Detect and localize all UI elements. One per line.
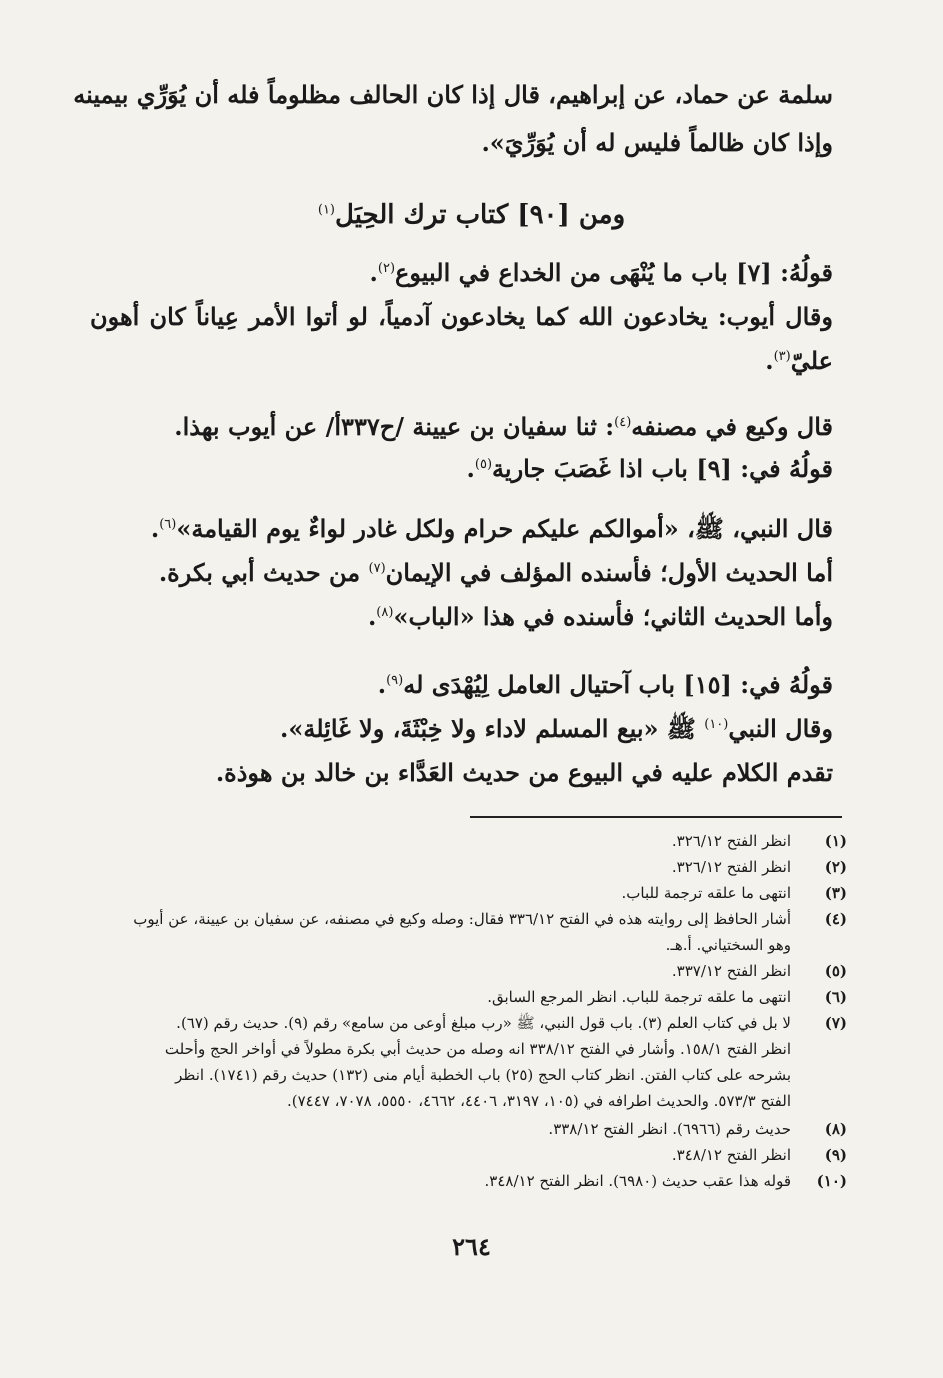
footnote-text: انظر الفتح ٣٤٨/١٢.: [671, 1146, 791, 1164]
footnote-text: قوله هذا عقب حديث (٦٩٨٠). انظر الفتح ٣٤٨/١٢.: [484, 1172, 791, 1190]
body-line-8: قال النبي، ﷺ، «أموالكم عليكم حرام ولكل غادر لواءٌ يوم القيامة»$^{(٦)}$.: [150, 514, 833, 543]
body-line-7: قولُهُ في: [٩] باب اذا غَصَبَ جارية$^{(٥)}$.: [466, 454, 833, 483]
section-heading-text: ومن [٩٠] كتاب ترك الحِيَل: [335, 200, 626, 230]
footnote-text: انظر الفتح ٣٢٦/١٢.: [671, 832, 791, 850]
footnote-text: لا بل في كتاب العلم (٣). باب قول النبي، ﷺ «رب مبلغ أوعى من سامع» رقم (٩). حديث رقم (٦٧).: [176, 1014, 791, 1032]
body-line-4: وقال أيوب: يخادعون الله كما يخادعون آدمياً، لو أتوا الأمر عِياناً كان أهون: [90, 302, 833, 331]
body-line-10: وأما الحديث الثاني؛ فأسنده في هذا «الباب»$^{(٨)}$.: [367, 602, 833, 631]
footnote-ref: (٧): [368, 561, 386, 576]
footnote-7-continued: انظر الفتح ١٥٨/١. وأشار في الفتح ٣٣٨/١٢ انه وصله من حديث أبي بكرة مطولاً في أواخر الحج وأحلت: [164, 1040, 791, 1058]
footnote-ref: (٤): [614, 415, 632, 430]
body-text: قال وكيع في مصنفه: [631, 412, 833, 441]
footnote-ref: (٦): [159, 517, 177, 532]
footnote-text: انظر الفتح ٣٣٧/١٢.: [671, 962, 791, 980]
chapter-caption: قولُهُ في: [٩] باب اذا غَصَبَ جارية: [492, 454, 833, 483]
body-text: عليّ: [790, 346, 833, 375]
body-text: أما الحديث الأول؛ فأسنده المؤلف في الإيمان: [385, 558, 833, 587]
footnote-number: (٨): [824, 1120, 847, 1138]
body-line-3: قولُهُ: [٧] باب ما يُنْهَى من الخداع في البيوع$^{(٢)}$.: [369, 258, 833, 287]
footnote-separator: [470, 816, 842, 818]
footnote-text: أشار الحافظ إلى روايته هذه في الفتح ٣٣٦/١٢ فقال: وصله وكيع في مصنفه، عن سفيان بن عيينة، عن أيوب: [133, 910, 791, 928]
chapter-caption: قولُهُ في: [١٥] باب آحتيال العامل لِيُهْدَى له: [403, 670, 833, 699]
body-line-13: تقدم الكلام عليه في البيوع من حديث العَدَّاء بن خالد بن هوذة.: [215, 758, 833, 787]
footnote-number: (٤): [824, 910, 847, 928]
footnote-text: حديث رقم (٦٩٦٦). انظر الفتح ٣٣٨/١٢.: [548, 1120, 791, 1138]
footnote-4-continued: وهو السختياني. أ.هـ.: [665, 936, 791, 954]
footnote-number: (٢): [824, 858, 847, 876]
footnote-7-continued: بشرحه على كتاب الفتن. انظر كتاب الحج (٢٥) باب الخطبة أيام منى (١٣٢) حديث رقم (١٧٤١). انظر: [175, 1066, 791, 1084]
footnote-text: انتهى ما علقه ترجمة للباب.: [621, 884, 791, 902]
footnote-7-continued: الفتح ٥٧٣/٣. والحديث اطرافه في (١٠٥، ٣١٩٧، ٤٤٠٦، ٤٦٦٢، ٥٥٥٠، ٧٠٧٨، ٧٤٤٧).: [286, 1092, 791, 1110]
body-line-1: سلمة عن حماد، عن إبراهيم، قال إذا كان الحالف مظلوماً فله أن يُوَرِّي بيمينه: [73, 80, 833, 109]
body-line-6: [90, 406, 833, 444]
footnote-ref: (٥): [474, 457, 493, 472]
section-heading: [0, 200, 943, 230]
body-line-12: [90, 708, 833, 746]
footnote-ref: (٩): [386, 673, 404, 688]
body-line-11: قولُهُ في: [١٥] باب آحتيال العامل لِيُهْدَى له$^{(٩)}$.: [377, 670, 833, 699]
footnote-number: (٥): [824, 962, 847, 980]
body-text: من حديث أبي بكرة.: [158, 558, 369, 587]
footnote-ref: (١): [317, 202, 335, 218]
footnote-ref: (٢): [377, 261, 396, 276]
body-line-2: وإذا كان ظالماً فليس له أن يُوَرِّيَ».: [481, 128, 833, 157]
body-text: وأما الحديث الثاني؛ فأسنده في هذا «الباب»: [393, 602, 833, 631]
body-text: وقال النبي: [728, 714, 833, 743]
footnote-ref: (١٠): [704, 717, 729, 732]
footnote-number: (٩): [824, 1146, 847, 1164]
chapter-caption: قولُهُ: [٧] باب ما يُنْهَى من الخداع في البيوع: [395, 258, 833, 287]
body-line-5: عليّ$^{(٣)}$.: [765, 346, 833, 375]
footnote-text: انظر الفتح ٣٢٦/١٢.: [671, 858, 791, 876]
body-line-9: [90, 552, 833, 590]
footnote-ref: (٣): [773, 349, 791, 364]
footnote-number: (٦): [824, 988, 847, 1006]
page-number: ٢٦٤: [452, 1232, 491, 1261]
footnote-number: (١): [824, 832, 847, 850]
hadith-text: قال النبي، ﷺ، «أموالكم عليكم حرام ولكل غادر لواءٌ يوم القيامة»: [176, 514, 833, 543]
footnote-text: انتهى ما علقه ترجمة للباب. انظر المرجع السابق.: [487, 988, 791, 1006]
footnote-number: (٧): [824, 1014, 847, 1032]
hadith-text: ﷺ «بيع المسلم لاداء ولا خِبْثَةَ، ولا غَائِلة».: [279, 714, 705, 743]
footnote-number: (١٠): [816, 1172, 847, 1190]
footnote-ref: (٨): [376, 605, 394, 620]
footnote-number: (٣): [824, 884, 847, 902]
body-text: : ثنا سفيان بن عيينة /ح٣٣٧أ/ عن أيوب بهذا.: [174, 412, 615, 441]
